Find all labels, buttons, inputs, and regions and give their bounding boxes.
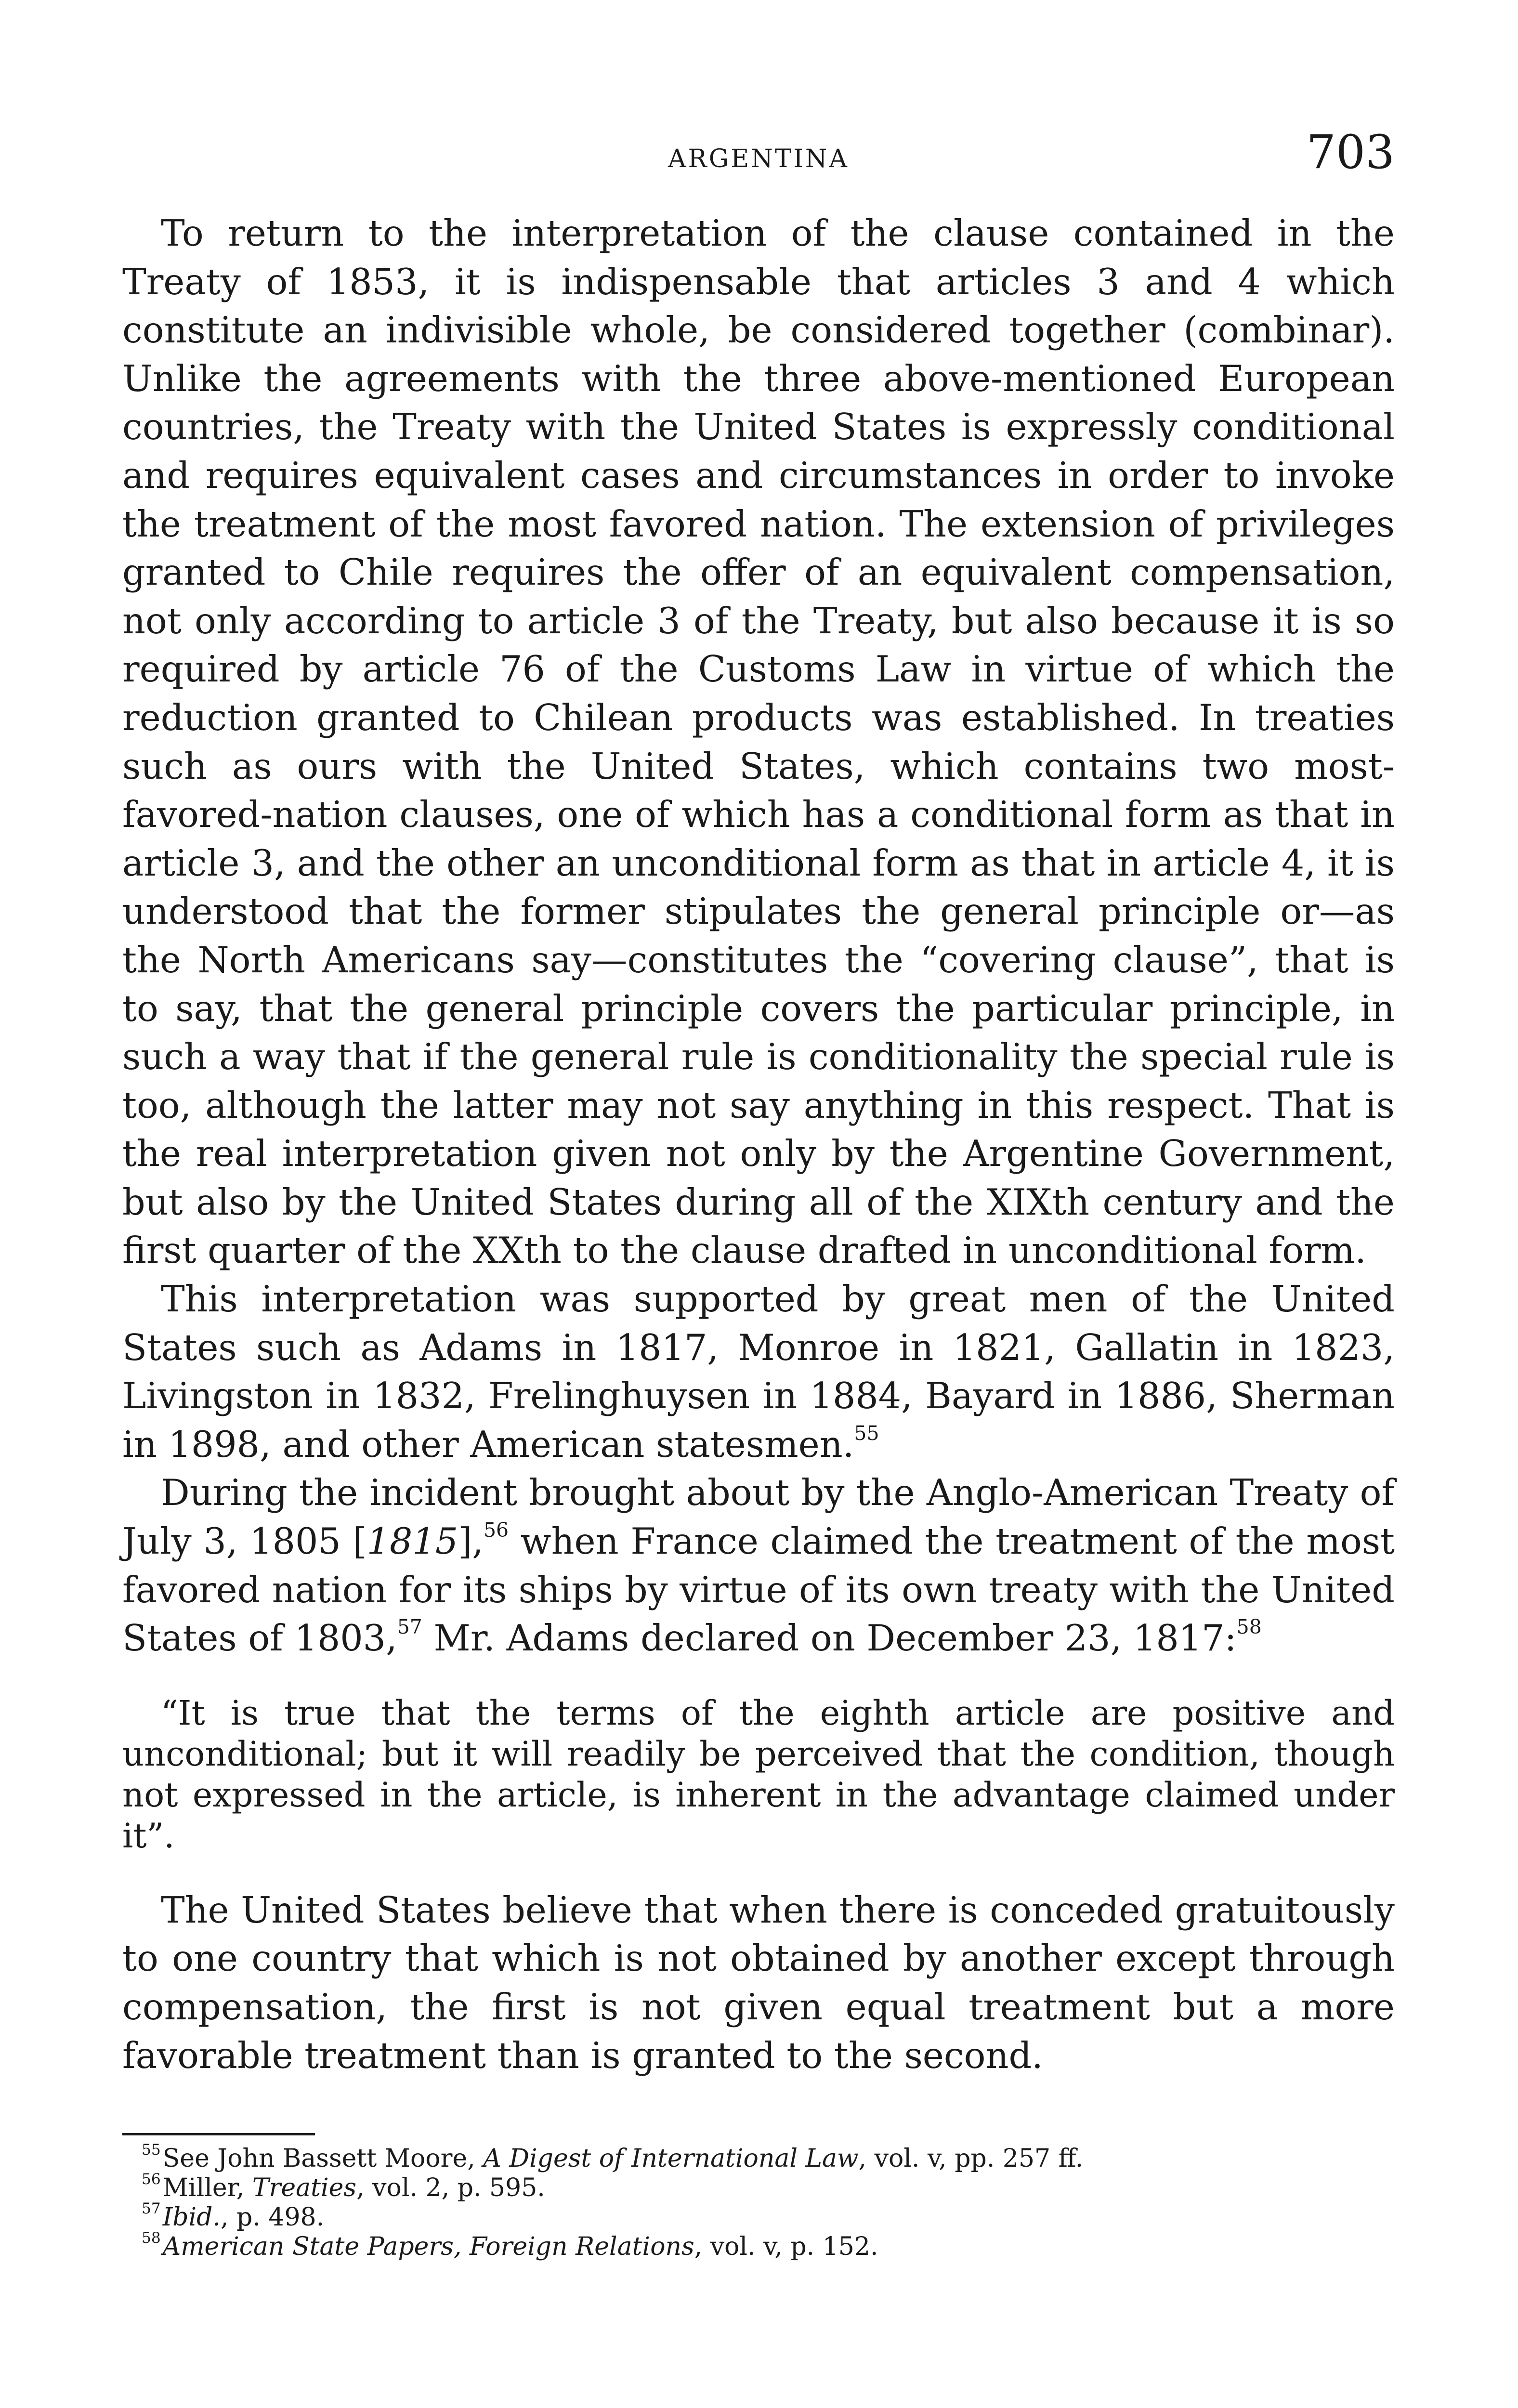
paragraph-2 [122, 1275, 1395, 1469]
footnote-text: , p. 498. [220, 2203, 325, 2232]
paragraph-3-text-d: Mr. Adams declared on December 23, 1817: [422, 1617, 1237, 1660]
paragraph-3-text-b: ], [458, 1520, 484, 1563]
footnote-title: A Digest of International Law [483, 2144, 859, 2173]
footnote-number: 58 [142, 2229, 161, 2247]
footnote-title: Ibid. [162, 2203, 221, 2232]
footnote-text: , vol. v, p. 152. [694, 2232, 878, 2262]
running-title: ARGENTINA [668, 144, 849, 173]
footnote-57 [142, 2200, 1395, 2232]
document-page [122, 125, 1395, 2262]
paragraph-3-text-a: During the incident brought about by the Anglo-American Treaty of July 3, 1805 [ [122, 1472, 1395, 1563]
footnote-divider [122, 2133, 315, 2135]
footnote-title: Treaties [252, 2173, 357, 2203]
footnotes [122, 2141, 1395, 2262]
page-number: 703 [1306, 125, 1395, 179]
footnote-56 [142, 2173, 1395, 2203]
footnote-ref-55: 55 [854, 1422, 879, 1445]
footnote-text: , vol. v, pp. 257 ff. [858, 2144, 1084, 2173]
footnote-55 [142, 2141, 1395, 2173]
footnote-title: American State Papers, Foreign Relations [162, 2232, 694, 2262]
paragraph-4: The United States believe that when there is conceded gratuitously to one country that which is not obtained by another except through compensation, the first is not given equal treatment but a more favorable treatment than is granted to the second. [122, 1889, 1395, 2077]
footnote-58 [142, 2229, 1395, 2262]
footnote-ref-57: 57 [397, 1615, 422, 1639]
footnote-text: Miller, [162, 2173, 252, 2203]
footnote-number: 56 [142, 2171, 161, 2188]
footnote-number: 55 [142, 2141, 161, 2159]
paragraph-2-text: This interpretation was supported by great men of the United States such as Adams in 1817, Monroe in 1821, Gallatin in 1823, Livingston in 1832, Frelinghuysen in 1884, Bayard in 1886, Sherman in 1898, and other American statesmen. [122, 1278, 1395, 1466]
paragraph-1: To return to the interpretation of the clause contained in the Treaty of 1853, it is indispensable that articles 3 and 4 which constitute an indivisible whole, be considered together (combinar). Unlike the agreements with the three above-mentioned European countries, the Treaty with the United States is expressly conditional and requires equivalent cases and circumstances in order to invoke the treatment of the most favored nation. The extension of privileges granted to Chile requires the offer of an equivalent compensation, not only according to article 3 of the Treaty, but also because it is so required by article 76 of the Customs Law in virtue of which the reduction granted to Chilean products was established. In treaties such as ours with the United States, which contains two most-favored-nation clauses, one of which has a conditional form as that in article 3, and the other an unconditional form as that in article 4, it is understood that the former stipulates the general principle or—as the North Americans say—constitutes the “covering clause”, that is to say, that the general principle covers the particular principle, in such a way that if the general rule is conditionality the special rule is too, although the latter may not say anything in this respect. That is the real interpretation given not only by the Argentine Government, but also by the United States during all of the XIXth century and the first quarter of the XXth to the clause drafted in unconditional form. [122, 212, 1395, 1272]
footnote-ref-58: 58 [1236, 1615, 1262, 1639]
footnote-ref-56: 56 [483, 1518, 509, 1542]
footnote-number: 57 [142, 2200, 161, 2218]
paragraph-3 [122, 1469, 1395, 1662]
footnote-text: See John Bassett Moore, [162, 2144, 484, 2173]
paragraph-3-bracket-year: 1815 [366, 1520, 458, 1563]
block-quote: “It is true that the terms of the eighth article are positive and unconditional; but it will readily be perceived that the condition, though not expressed in the article, is inherent in the advantage claimed under it”. [122, 1693, 1395, 1856]
paragraph-3-text-c: when France claimed the treatment of the most favored nation for its ships by virtue of its own treaty with the United States of 1803, [122, 1520, 1395, 1660]
running-header [122, 125, 1395, 188]
footnote-text: , vol. 2, p. 595. [356, 2173, 545, 2203]
body-text [122, 209, 1395, 2080]
